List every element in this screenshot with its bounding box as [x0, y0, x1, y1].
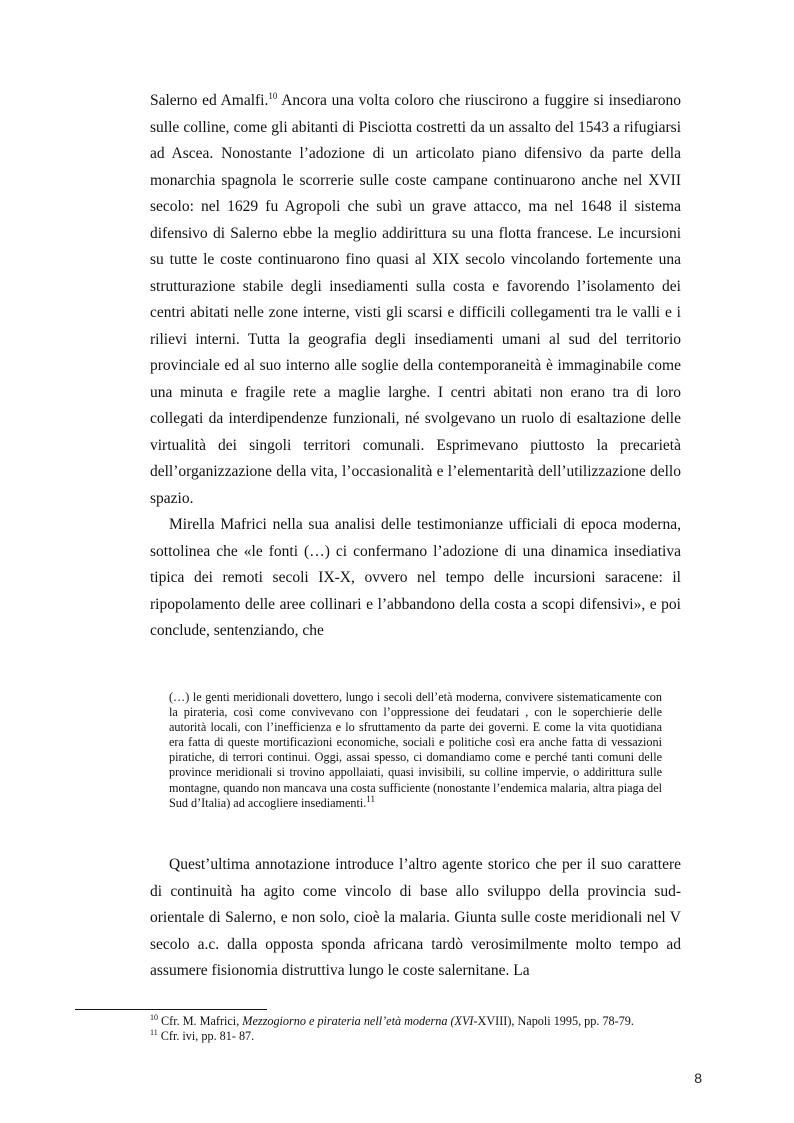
body-text-upper [150, 88, 681, 645]
page-number: 8 [694, 1070, 702, 1086]
block-quote: (…) le genti meridionali dovettero, lungo i secoli dell’età moderna, convivere sistematicamente con la pirateria, così come convivevano con l’oppressione dei feudatari , con le soperchierie delle autorità locali, con l’inefficienza e lo sfruttamento da parte dei governi. E come la vita quotidiana era fatta di queste mortificazioni economiche, sociali e politiche così era anche fatta di vessazioni piratiche, di terrori continui. Oggi, assai spesso, ci domandiamo come e perché tanti comuni delle province meridionali si trovino appollaiati, quasi invisibili, su colline impervie, o addirittura sulle montagne, quando non mancava una costa sufficiente (nonostante l’endemica malaria, altra piaga del Sud d’Italia) ad accogliere insediamenti.$^{11}$ [169, 690, 662, 810]
paragraph-2: Mirella Mafrici nella sua analisi delle testimonianze ufficiali di epoca moderna, sottolinea che «le fonti (…) ci confermano l’adozione di una dinamica insediativa tipica dei remoti secoli IX-X, ovvero nel tempo delle incursioni saracene: il ripopolamento delle aree collinari e l’abbandono della costa a scopi difensivi», e poi conclude, sentenziando, che [150, 516, 681, 639]
footnote-10: $^{10}$ Cfr. M. Mafrici, Mezzogiorno e pirateria nell’età moderna (XVI-XVIII), Napoli 1995, pp. 78-79. [150, 1012, 634, 1028]
footnote-ref-11: 11 [366, 793, 375, 804]
footnote-10-title: Mezzogiorno e pirateria nell’età moderna (XVI- [242, 1014, 478, 1028]
body-text-lower [150, 852, 681, 985]
paragraph-3: Quest’ultima annotazione introduce l’altro agente storico che per il suo carattere di continuità ha agito come vincolo di base allo sviluppo della provincia sud-orientale di Salerno, e non solo, cioè la malaria. Giunta sulle coste meridionali nel V secolo a.c. dalla opposta sponda africana tardò verosimilmente molto tempo ad assumere fisionomia distruttiva lungo le coste salernitane. La [150, 856, 681, 979]
footnote-ref-10: 10 [268, 90, 278, 101]
paragraph-1: Salerno ed Amalfi.$^{10}$ Ancora una volta coloro che riuscirono a fuggire si insediarono sulle colline, come gli abitanti di Pisciotta costretti da un assalto del 1543 a rifugiarsi ad Ascea. Nonostante l’adozione di un articolato piano difensivo da parte della monarchia spagnola le scorrerie sulle coste campane continuarono anche nel XVII secolo: nel 1629 fu Agropoli che subì un grave attacco, ma nel 1648 il sistema difensivo di Salerno ebbe la meglio addirittura su una flotta francese. Le incursioni su tutte le coste continuarono fino quasi al XIX secolo vincolando fortemente una strutturazione stabile degli insediamenti sulla costa e favorendo l’isolamento dei centri abitati nelle zone interne, visti gli scarsi e difficili collegamenti tra le valli e i rilievi interni. Tutta la geografia degli insediamenti umani al sud del territorio provinciale ed al suo interno alle soglie della contemporaneità è immaginabile come una minuta e fragile rete a maglie larghe. I centri abitati non erano tra di loro collegati da interdipendenze funzionali, né svolgevano un ruolo di esaltazione delle virtualità dei singoli territori comunali. Esprimevano piuttosto la precarietà dell’organizzazione della vita, l’occasionalità e l’elementarità dell’utilizzazione dello spazio. [150, 90, 681, 507]
footnote-11: $^{11}$ Cfr. ivi, pp. 81- 87. [150, 1027, 255, 1043]
footnotes [150, 1014, 710, 1044]
footnote-separator [75, 1009, 267, 1010]
